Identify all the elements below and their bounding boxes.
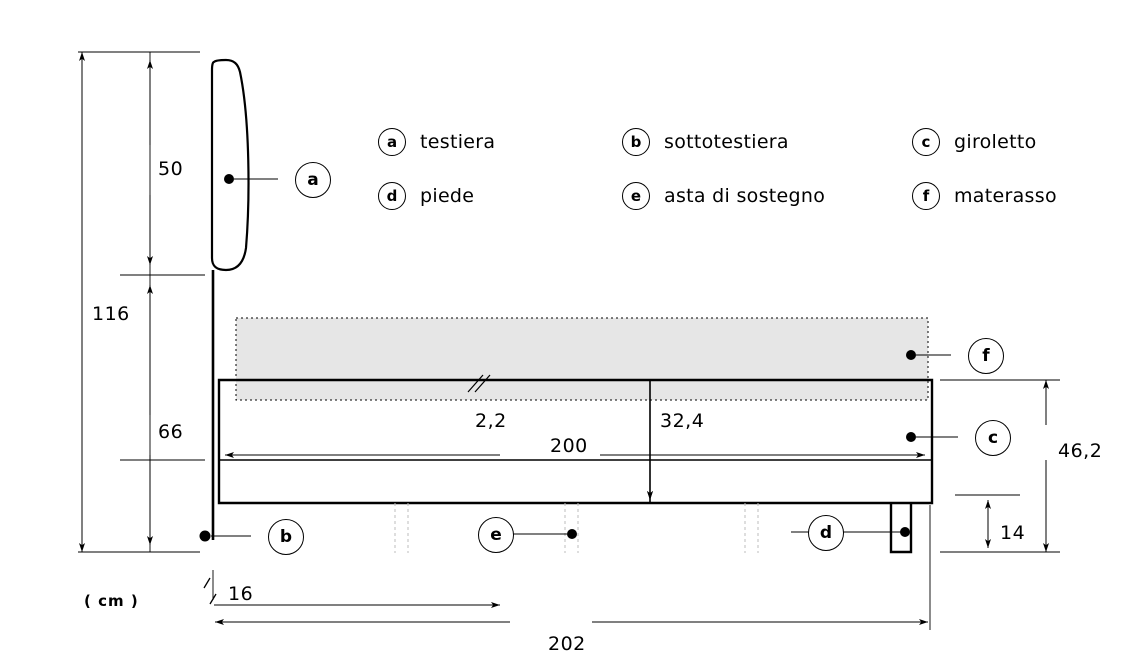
callout-e: [478, 517, 514, 553]
callout-c-label: c: [987, 428, 999, 448]
legend-key-b: b: [622, 128, 650, 156]
legend-row-2: [378, 182, 1098, 210]
legend-item-f: [912, 182, 1098, 210]
callout-f: [968, 338, 1004, 374]
callout-e-label: e: [490, 525, 502, 545]
legend-row-1: [378, 128, 1098, 156]
legend-item-e: [622, 182, 912, 210]
legend-key-c: c: [912, 128, 940, 156]
legend: [378, 128, 1098, 236]
legend-item-b: [622, 128, 912, 156]
dim-height-headboard: 50: [158, 158, 184, 180]
dim-height-frame: 66: [158, 421, 184, 443]
unit-label: ( cm ): [84, 592, 139, 610]
legend-item-c: [912, 128, 1098, 156]
legend-label-f: materasso: [954, 185, 1057, 207]
callout-d: [808, 515, 844, 551]
dim-length-total: 202: [548, 633, 586, 655]
legend-label-a: testiera: [420, 131, 496, 153]
legend-item-d: [378, 182, 622, 210]
legend-label-d: piede: [420, 185, 475, 207]
dim-offset: 16: [228, 583, 254, 605]
bed-frame-shape: [213, 270, 932, 553]
callout-c: [975, 420, 1011, 456]
legend-label-c: giroletto: [954, 131, 1037, 153]
legend-key-a: a: [378, 128, 406, 156]
dim-foot-height: 14: [1000, 522, 1026, 544]
callout-a-label: a: [307, 170, 319, 190]
callout-b-label: b: [279, 527, 293, 547]
mattress-shape: [236, 318, 928, 400]
legend-item-a: [378, 128, 622, 156]
dim-height-total: 116: [92, 303, 130, 325]
callout-d-label: d: [819, 523, 833, 543]
headboard-shape: [212, 60, 248, 270]
callout-a: [295, 162, 331, 198]
legend-key-e: e: [622, 182, 650, 210]
dim-height-side: 32,4: [660, 410, 705, 432]
legend-key-f: f: [912, 182, 940, 210]
legend-label-e: asta di sostegno: [664, 185, 826, 207]
legend-key-d: d: [378, 182, 406, 210]
callout-f-label: f: [982, 346, 990, 366]
dim-height-right: 46,2: [1058, 440, 1103, 462]
dim-thickness-slat: 2,2: [475, 410, 507, 432]
callout-b: [268, 519, 304, 555]
legend-label-b: sottotestiera: [664, 131, 789, 153]
dim-length-mattress: 200: [550, 435, 588, 457]
